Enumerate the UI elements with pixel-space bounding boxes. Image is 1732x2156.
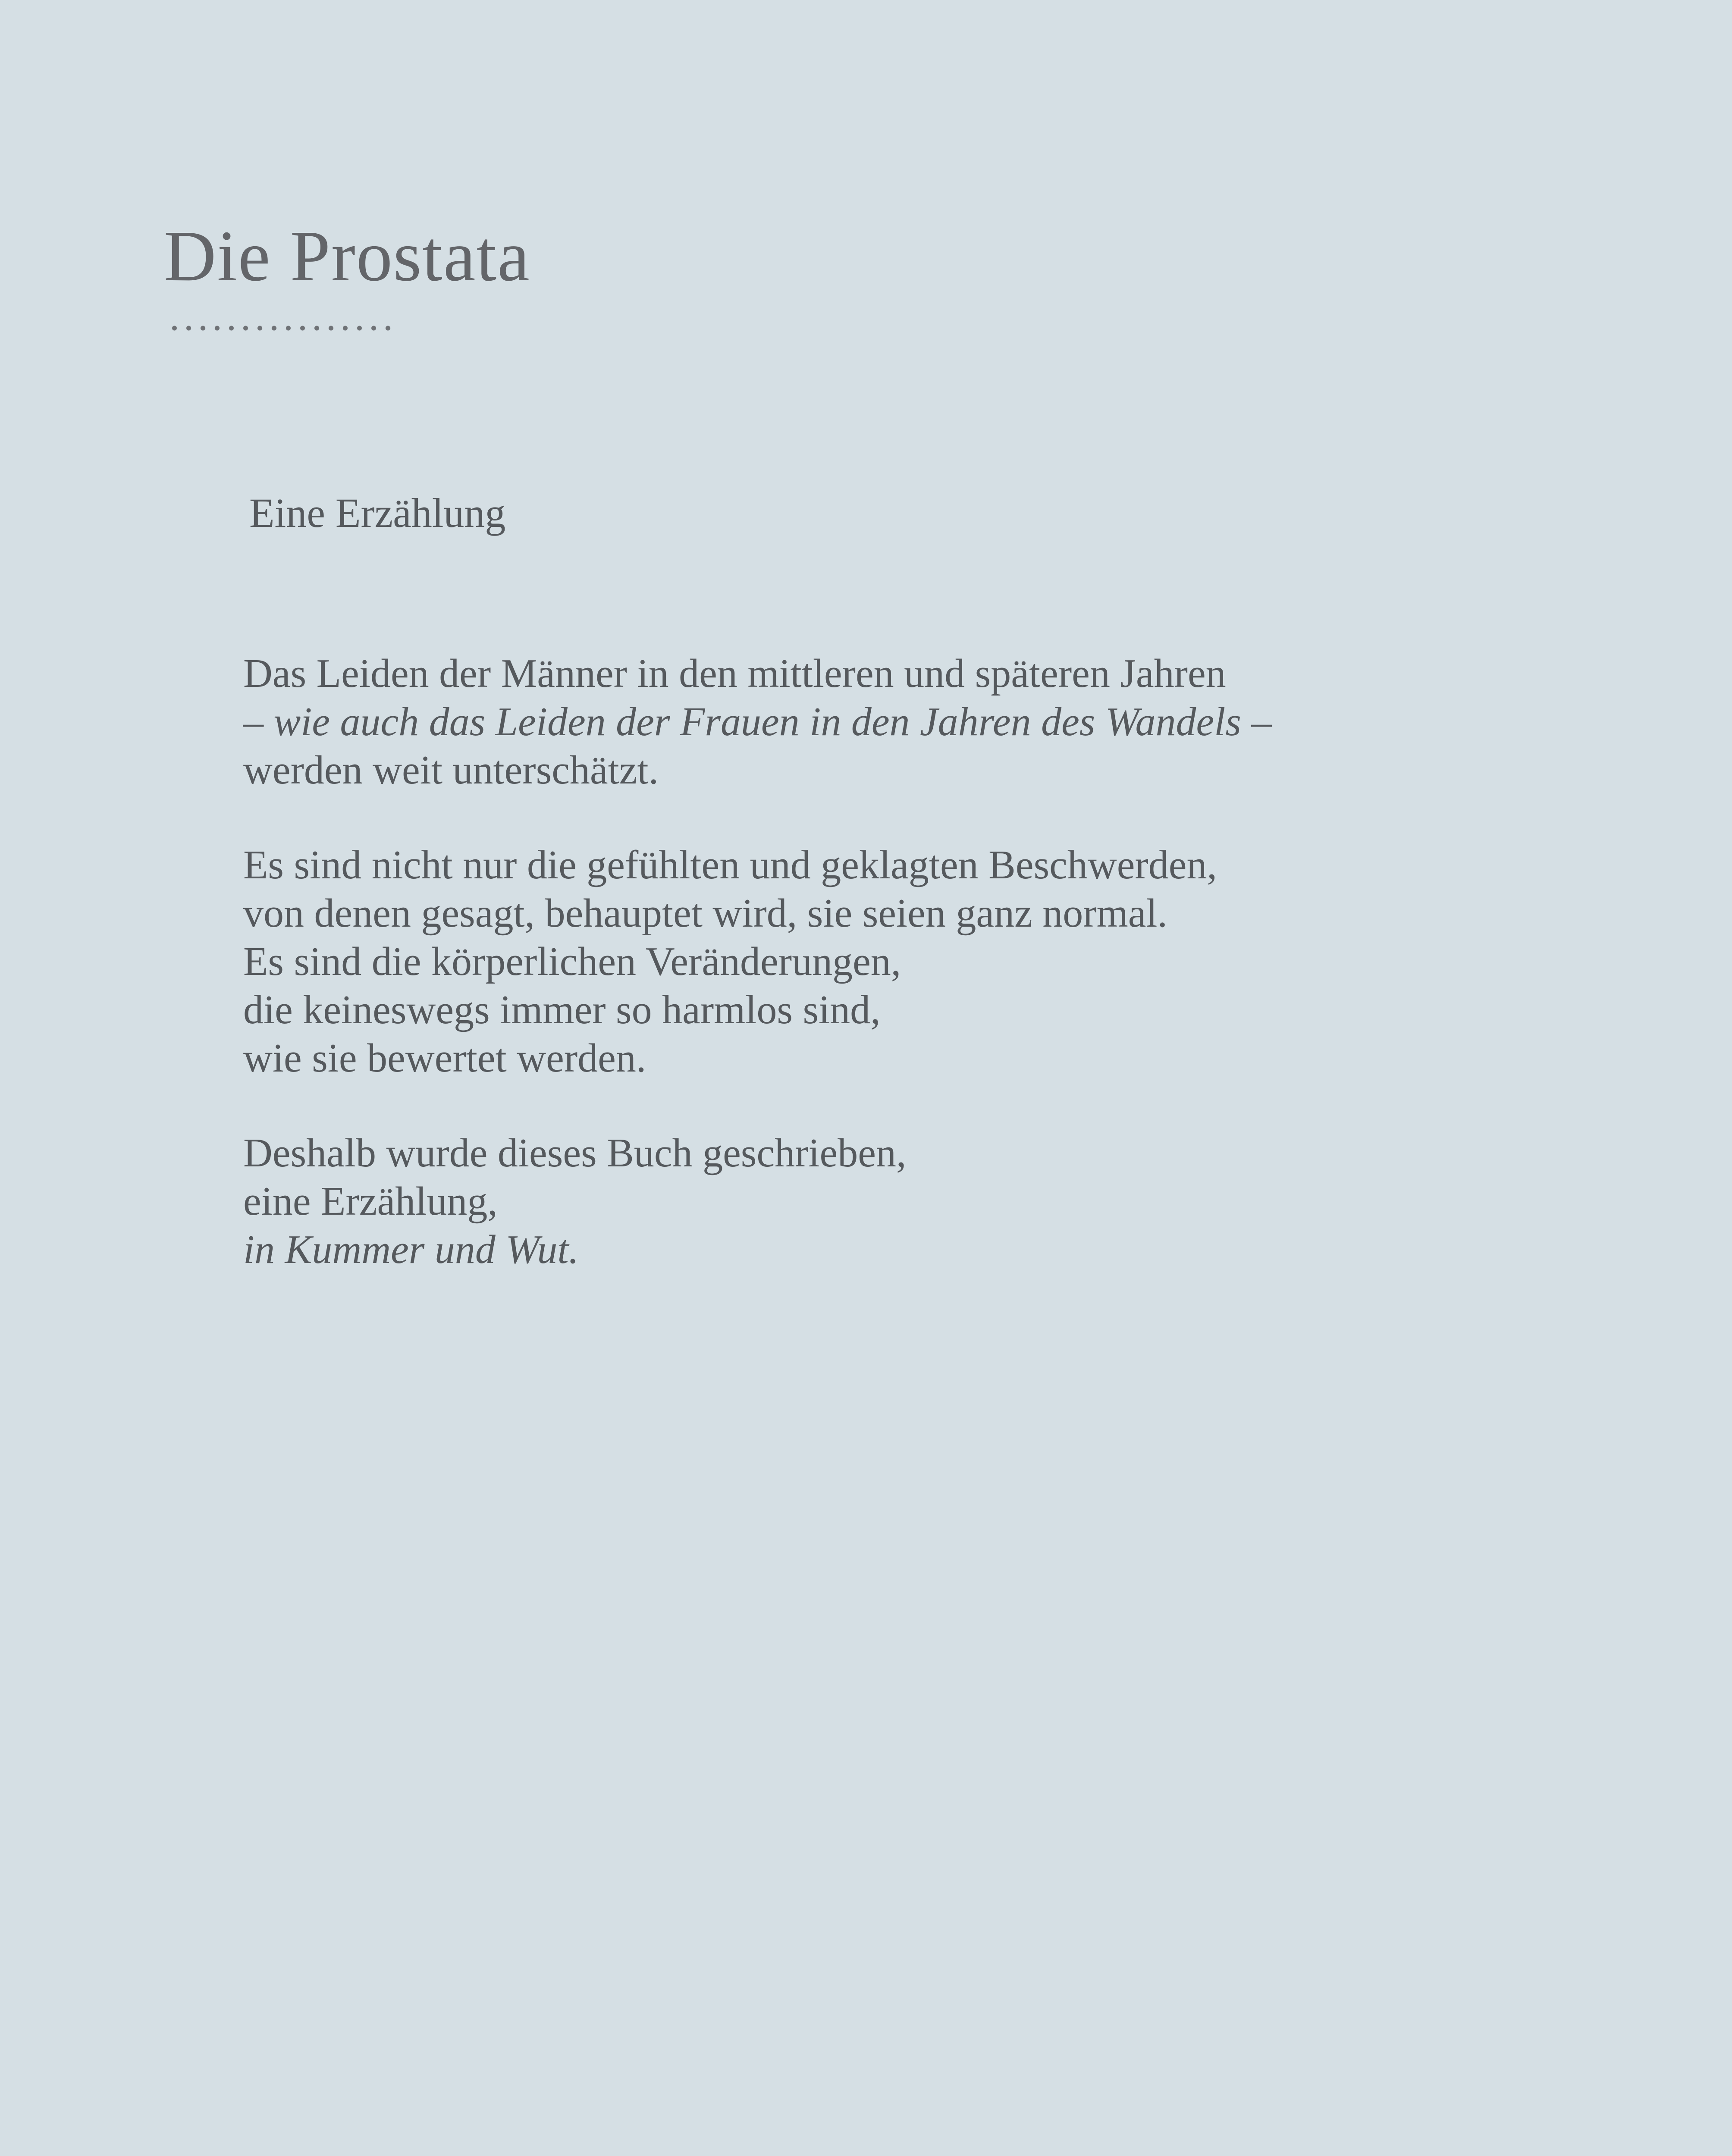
blurb-line: wie sie bewertet werden. [243,1036,646,1081]
book-subtitle: Eine Erzählung [249,490,506,536]
blurb-line: von denen gesagt, behauptet wird, sie seien ganz normal. [243,891,1168,936]
paragraph-gap [243,794,1271,841]
book-title: Die Prostata [164,216,530,296]
blurb-line: eine Erzählung, [243,1179,498,1224]
blurb-line-italic: in Kummer und Wut. [243,1227,579,1272]
blurb-text [243,649,1271,1274]
blurb-line: werden weit unterschätzt. [243,748,659,793]
blurb-line: Deshalb wurde dieses Buch geschrieben, [243,1131,907,1175]
blurb-line: Es sind die körperlichen Veränderungen, [243,939,901,984]
blurb-line: die keineswegs immer so harmlos sind, [243,987,881,1032]
paragraph-gap [243,1082,1271,1129]
dotted-divider [167,326,395,331]
blurb-line: Es sind nicht nur die gefühlten und geklagten Beschwerden, [243,843,1217,887]
blurb-line: Das Leiden der Männer in den mittleren und späteren Jahren [243,651,1226,696]
blurb-line-italic: – wie auch das Leiden der Frauen in den Jahren des Wandels – [243,699,1272,744]
